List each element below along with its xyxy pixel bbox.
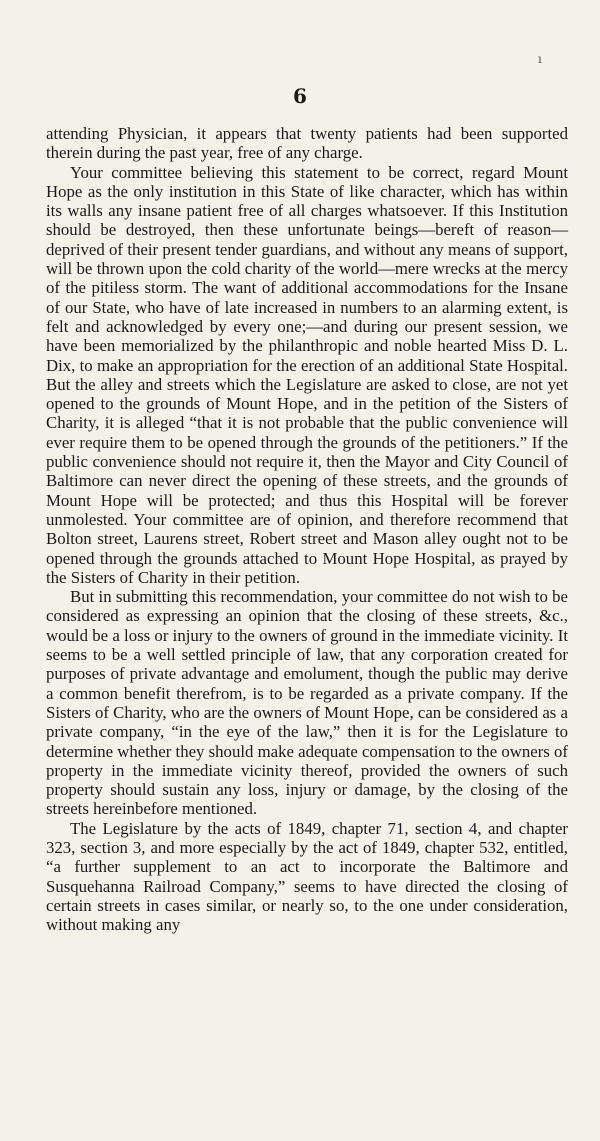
paragraph: But in submitting this recommendation, your committee do not wish to be considered as expressing an opinion that the closing of these streets, &c., would be a loss or injury to the owners of ground in the immediate vicinity. It seems to be a well settled principle of law, that any corporation created for purposes of private advantage and emolument, though the public may derive a common benefit therefrom, is to be regarded as a private company. If the Sisters of Charity, who are the owners of Mount Hope, can be considered as a private company, “in the eye of the law,” then it is for the Legislature to determine whether they should make adequate compensation to the owners of property in the immediate vicinity thereof, provided the owners of such property should sustain any loss, injury or damage, by the closing of the streets hereinbefore mentioned. [46,587,568,819]
margin-mark: ı [538,52,542,66]
paragraph: The Legislature by the acts of 1849, chapter 71, section 4, and chapter 323, section 3, and more especially by the act of 1849, chapter 532, entitled, “a further supplement to an act to incorporate the Baltimore and Susquehanna Railroad Company,” seems to have directed the closing of certain streets in cases similar, or nearly so, to the one under consideration, without making any [46,818,568,935]
paragraph: Your committee believing this statement to be correct, regard Mount Hope as the only institution in this State of like character, which has within its walls any insane patient free of all charges whatsoever. If this Institution should be destroyed, then these unfortunate beings—bereft of reason—deprived of their present tender guardians, and without any means of support, will be thrown upon the cold charity of the world—mere wrecks at the mercy of the pitiless storm. The want of additional accommodations for the Insane of our State, who have of late increased in numbers to an alarming extent, is felt and acknowledged by every one;—and during our present session, we have been memorialized by the philanthropic and noble hearted Miss D. L. Dix, to make an appropriation for the erection of an additional State Hospital. But the alley and streets which the Legislature are asked to close, are not yet opened to the grounds of Mount Hope, and in the petition of the Sisters of Charity, it is alleged “that it is not probable that the public convenience will ever require them to be opened through the grounds of the petitioners.” If the public convenience should not require it, then the Mayor and City Council of Baltimore can never direct the opening of these streets, and the grounds of Mount Hope will be protected; and thus this Hospital will be forever unmolested. Your committee are of opinion, and therefore recommend that Bolton street, Laurens street, Robert street and Mason alley ought not to be opened through the grounds attached to Mount Hope Hospital, as prayed by the Sisters of Charity in their petition. [46,162,568,587]
paragraph-continuation: attending Physician, it appears that twenty patients had been supported therein during the past year, free of any charge. [46,124,568,163]
page-number: 6 [293,84,307,108]
body-text [46,124,568,934]
